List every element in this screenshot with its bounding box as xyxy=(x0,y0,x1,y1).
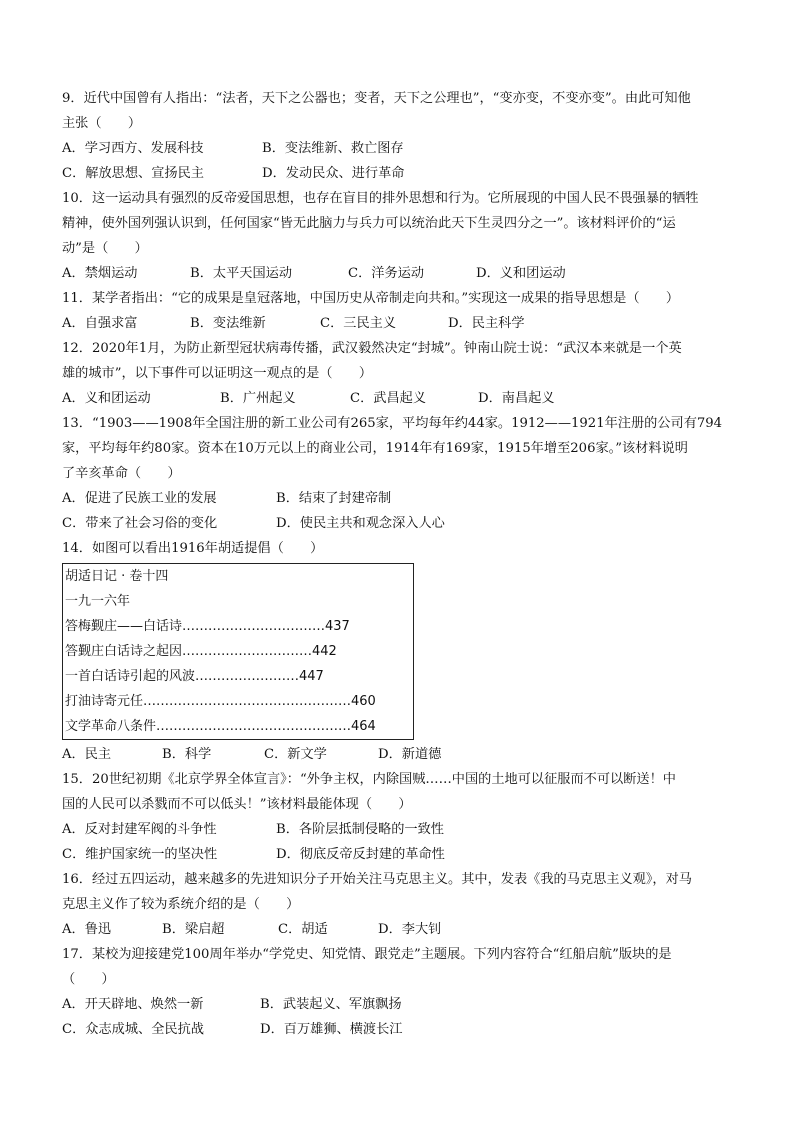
question-13-option-d[interactable]: D．使民主共和观念深入人心 xyxy=(276,516,445,531)
question-14 xyxy=(62,536,738,767)
question-9-option-c[interactable]: C．解放思想、宣扬民主 xyxy=(62,166,204,181)
diary-year: 一九一六年 xyxy=(65,594,131,609)
question-13-option-a[interactable]: A．促进了民族工业的发展 xyxy=(62,491,217,506)
question-16-options xyxy=(62,917,738,942)
diary-entry: 答觐庄白话诗之起因…………………………442 xyxy=(65,644,337,659)
question-13-options-row1 xyxy=(62,486,738,511)
question-11-option-b[interactable]: B．变法维新 xyxy=(190,316,266,331)
question-9-option-a[interactable]: A．学习西方、发展科技 xyxy=(62,141,204,156)
question-10-option-d[interactable]: D．义和团运动 xyxy=(476,266,566,281)
diary-excerpt-box xyxy=(62,563,414,740)
question-14-option-b[interactable]: B．科学 xyxy=(162,747,212,762)
question-9-stem-line2: 主张（ ） xyxy=(62,116,142,131)
question-17 xyxy=(62,942,738,1042)
question-15-stem-line1: 15．20世纪初期《北京学界全体宣言》：“外争主权，内除国贼……中国的土地可以征服而不可以断送！中 xyxy=(62,772,676,787)
question-11-stem-line1: 11．某学者指出：“它的成果是皇冠落地，中国历史从帝制走向共和。”实现这一成果的指导思想是（ ） xyxy=(62,291,680,306)
question-17-option-d[interactable]: D．百万雄狮、横渡长江 xyxy=(260,1022,403,1037)
question-12-option-b[interactable]: B．广州起义 xyxy=(220,391,296,406)
question-12-stem-line1: 12．2020年1月，为防止新型冠状病毒传播，武汉毅然决定“封城”。钟南山院士说：“武汉本来就是一个英 xyxy=(62,341,682,356)
question-17-options-row2 xyxy=(62,1017,738,1042)
question-12-stem-line2: 雄的城市”，以下事件可以证明这一观点的是（ ） xyxy=(62,366,373,381)
question-16-stem-line1: 16．经过五四运动，越来越多的先进知识分子开始关注马克思主义。其中，发表《我的马克思主义观》，对马 xyxy=(62,872,692,887)
diary-entry: 答梅觐庄——白话诗……………………………437 xyxy=(65,619,350,634)
question-10-stem-line1: 10．这一运动具有强烈的反帝爱国思想，也存在盲目的排外思想和行为。它所展现的中国人民不畏强暴的牺牲 xyxy=(62,191,699,206)
question-13-stem-line3: 了辛亥革命（ ） xyxy=(62,466,181,481)
question-12-options xyxy=(62,386,738,411)
question-11-options xyxy=(62,311,738,336)
diary-entry: 文学革命八条件………………………………………464 xyxy=(65,719,376,734)
question-17-option-c[interactable]: C．众志成城、全民抗战 xyxy=(62,1022,204,1037)
question-15-stem-line2: 国的人民可以杀戮而不可以低头！”该材料最能体现（ ） xyxy=(62,797,412,812)
question-15-option-c[interactable]: C．维护国家统一的坚决性 xyxy=(62,847,218,862)
question-9-options-row1 xyxy=(62,136,738,161)
question-16-option-a[interactable]: A．鲁迅 xyxy=(62,922,112,937)
question-10-stem-line2: 精神，使外国列强认识到，任何国家“皆无此脑力与兵力可以统治此天下生灵四分之一”。该材料评价的“运 xyxy=(62,216,676,231)
question-10-stem-line3: 动”是（ ） xyxy=(62,241,148,256)
question-15-options-row2 xyxy=(62,842,738,867)
question-11 xyxy=(62,286,738,336)
question-15-option-a[interactable]: A．反对封建军阀的斗争性 xyxy=(62,822,217,837)
question-14-option-d[interactable]: D．新道德 xyxy=(378,747,442,762)
question-10-option-c[interactable]: C．洋务运动 xyxy=(348,266,425,281)
question-12 xyxy=(62,336,738,411)
question-15-options-row1 xyxy=(62,817,738,842)
question-13-option-b[interactable]: B．结束了封建帝制 xyxy=(276,491,392,506)
diary-title: 胡适日记 · 卷十四 xyxy=(65,569,169,584)
question-12-option-d[interactable]: D．南昌起义 xyxy=(478,391,555,406)
question-13-option-c[interactable]: C．带来了社会习俗的变化 xyxy=(62,516,218,531)
question-list xyxy=(62,86,738,1042)
question-17-option-a[interactable]: A．开天辟地、焕然一新 xyxy=(62,997,204,1012)
question-11-option-d[interactable]: D．民主科学 xyxy=(448,316,525,331)
question-14-options xyxy=(62,742,738,767)
diary-entry: 一首白话诗引起的风波……………………447 xyxy=(65,669,324,684)
question-14-stem-line1: 14．如图可以看出1916年胡适提倡（ ） xyxy=(62,541,324,556)
question-9-stem-line1: 9．近代中国曾有人指出：“法者，天下之公器也；变者，天下之公理也”，“变亦变，不变亦变”。由此可知他 xyxy=(62,91,691,106)
question-11-option-a[interactable]: A．自强求富 xyxy=(62,316,138,331)
question-10-option-b[interactable]: B．太平天国运动 xyxy=(190,266,293,281)
question-16-stem-line2: 克思主义作了较为系统介绍的是（ ） xyxy=(62,897,300,912)
question-13-options-row2 xyxy=(62,511,738,536)
question-11-option-c[interactable]: C．三民主义 xyxy=(320,316,397,331)
question-14-option-c[interactable]: C．新文学 xyxy=(264,747,327,762)
question-16-option-d[interactable]: D．李大钊 xyxy=(378,922,442,937)
question-9 xyxy=(62,86,738,186)
question-16-option-c[interactable]: C．胡适 xyxy=(278,922,328,937)
question-9-options-row2 xyxy=(62,161,738,186)
question-16-option-b[interactable]: B．梁启超 xyxy=(162,922,225,937)
question-15-option-d[interactable]: D．彻底反帝反封建的革命性 xyxy=(276,847,445,862)
question-13-stem-line1: 13．“1903——1908年全国注册的新工业公司有265家，平均每年约44家。1912——1921年注册的公司有794 xyxy=(62,416,723,431)
question-15 xyxy=(62,767,738,867)
question-10-option-a[interactable]: A．禁烟运动 xyxy=(62,266,138,281)
question-13-stem-line2: 家，平均每年约80家。资本在10万元以上的商业公司，1914年有169家，1915年增至206家。”该材料说明 xyxy=(62,441,688,456)
question-10 xyxy=(62,186,738,286)
question-17-stem-line1: 17．某校为迎接建党100周年举办“学党史、知党情、跟党走”主题展。下列内容符合“红船启航”版块的是 xyxy=(62,947,672,962)
question-15-option-b[interactable]: B．各阶层抵制侵略的一致性 xyxy=(276,822,444,837)
question-9-option-b[interactable]: B．变法维新、救亡图存 xyxy=(262,141,404,156)
question-17-options-row1 xyxy=(62,992,738,1017)
question-9-option-d[interactable]: D．发动民众、进行革命 xyxy=(262,166,405,181)
question-12-option-a[interactable]: A．义和团运动 xyxy=(62,391,151,406)
question-13 xyxy=(62,411,738,536)
question-17-stem-line2: （ ） xyxy=(62,972,115,987)
question-12-option-c[interactable]: C．武昌起义 xyxy=(350,391,427,406)
question-17-option-b[interactable]: B．武装起义、军旗飘扬 xyxy=(260,997,402,1012)
diary-entry: 打油诗寄元任…………………………………………460 xyxy=(65,694,376,709)
question-16 xyxy=(62,867,738,942)
question-10-options xyxy=(62,261,738,286)
question-14-option-a[interactable]: A．民主 xyxy=(62,747,112,762)
